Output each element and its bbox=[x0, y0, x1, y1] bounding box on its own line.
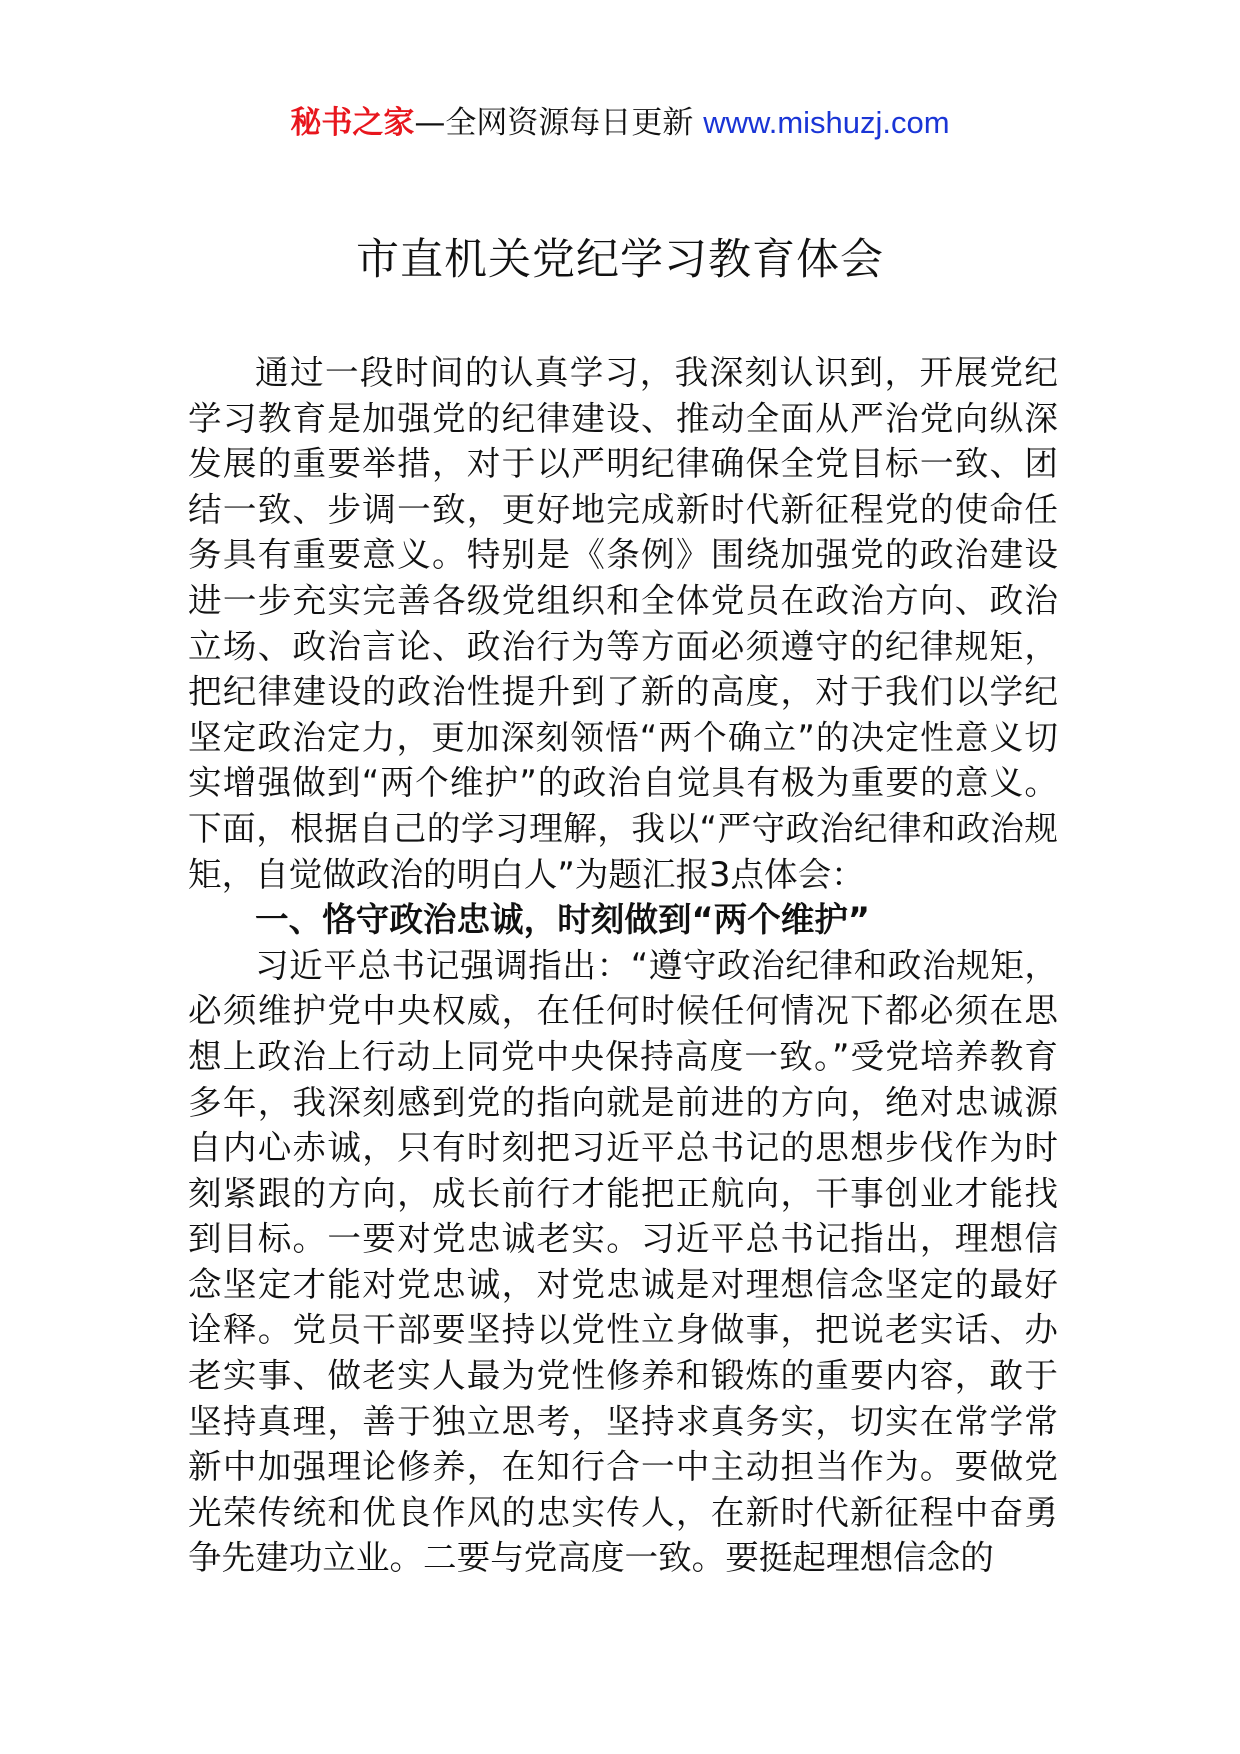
site-url-link[interactable]: www.mishuzj.com bbox=[703, 105, 950, 140]
document-title: 市直机关党纪学习教育体会 bbox=[356, 235, 884, 285]
site-banner bbox=[0, 102, 1240, 144]
brand-name: 秘书之家 bbox=[290, 105, 415, 141]
section-heading: 一、恪守政治忠诚，时刻做到“两个维护” bbox=[255, 900, 870, 940]
document-body bbox=[188, 350, 1058, 1581]
body-paragraph: 习近平总书记强调指出：“遵守政治纪律和政治规矩，必须维护党中央权威，在任何时候任何情况下都必须在思想上政治上行动上同党中央保持高度一致。”受党培养教育多年，我深刻感到党的指向就是前进的方向，绝对忠诚源自内心赤诚，只有时刻把习近平总书记的思想步伐作为时刻紧跟的方向，成长前行才能把正航向，干事创业才能找到目标。一要对党忠诚老实。习近平总书记指出，理想信念坚定才能对党忠诚，对党忠诚是对理想信念坚定的最好诠释。党员干部要坚持以党性立身做事，把说老实话、办老实事、做老实人最为党性修养和锻炼的重要内容，敢于坚持真理，善于独立思考，坚持求真务实，切实在常学常新中加强理论修养，在知行合一中主动担当作为。要做党光荣传统和优良作风的忠实传人，在新时代新征程中奋勇争先建功立业。二要与党高度一致。要挺起理想信念的 bbox=[188, 945, 1058, 1578]
banner-tagline: —全网资源每日更新 bbox=[414, 105, 704, 141]
body-paragraph: 通过一段时间的认真学习，我深刻认识到，开展党纪学习教育是加强党的纪律建设、推动全面从严治党向纵深发展的重要举措，对于以严明纪律确保全党目标一致、团结一致、步调一致，更好地完成新时代新征程党的使命任务具有重要意义。特别是《条例》围绕加强党的政治建设进一步充实完善各级党组织和全体党员在政治方向、政治立场、政治言论、政治行为等方面必须遵守的纪律规矩，把纪律建设的政治性提升到了新的高度，对于我们以学纪坚定政治定力，更加深刻领悟“两个确立”的决定性意义切实增强做到“两个维护”的政治自觉具有极为重要的意义。下面，根据自己的学习理解，我以“严守政治纪律和政治规矩，自觉做政治的明白人”为题汇报3点体会： bbox=[188, 353, 1058, 894]
